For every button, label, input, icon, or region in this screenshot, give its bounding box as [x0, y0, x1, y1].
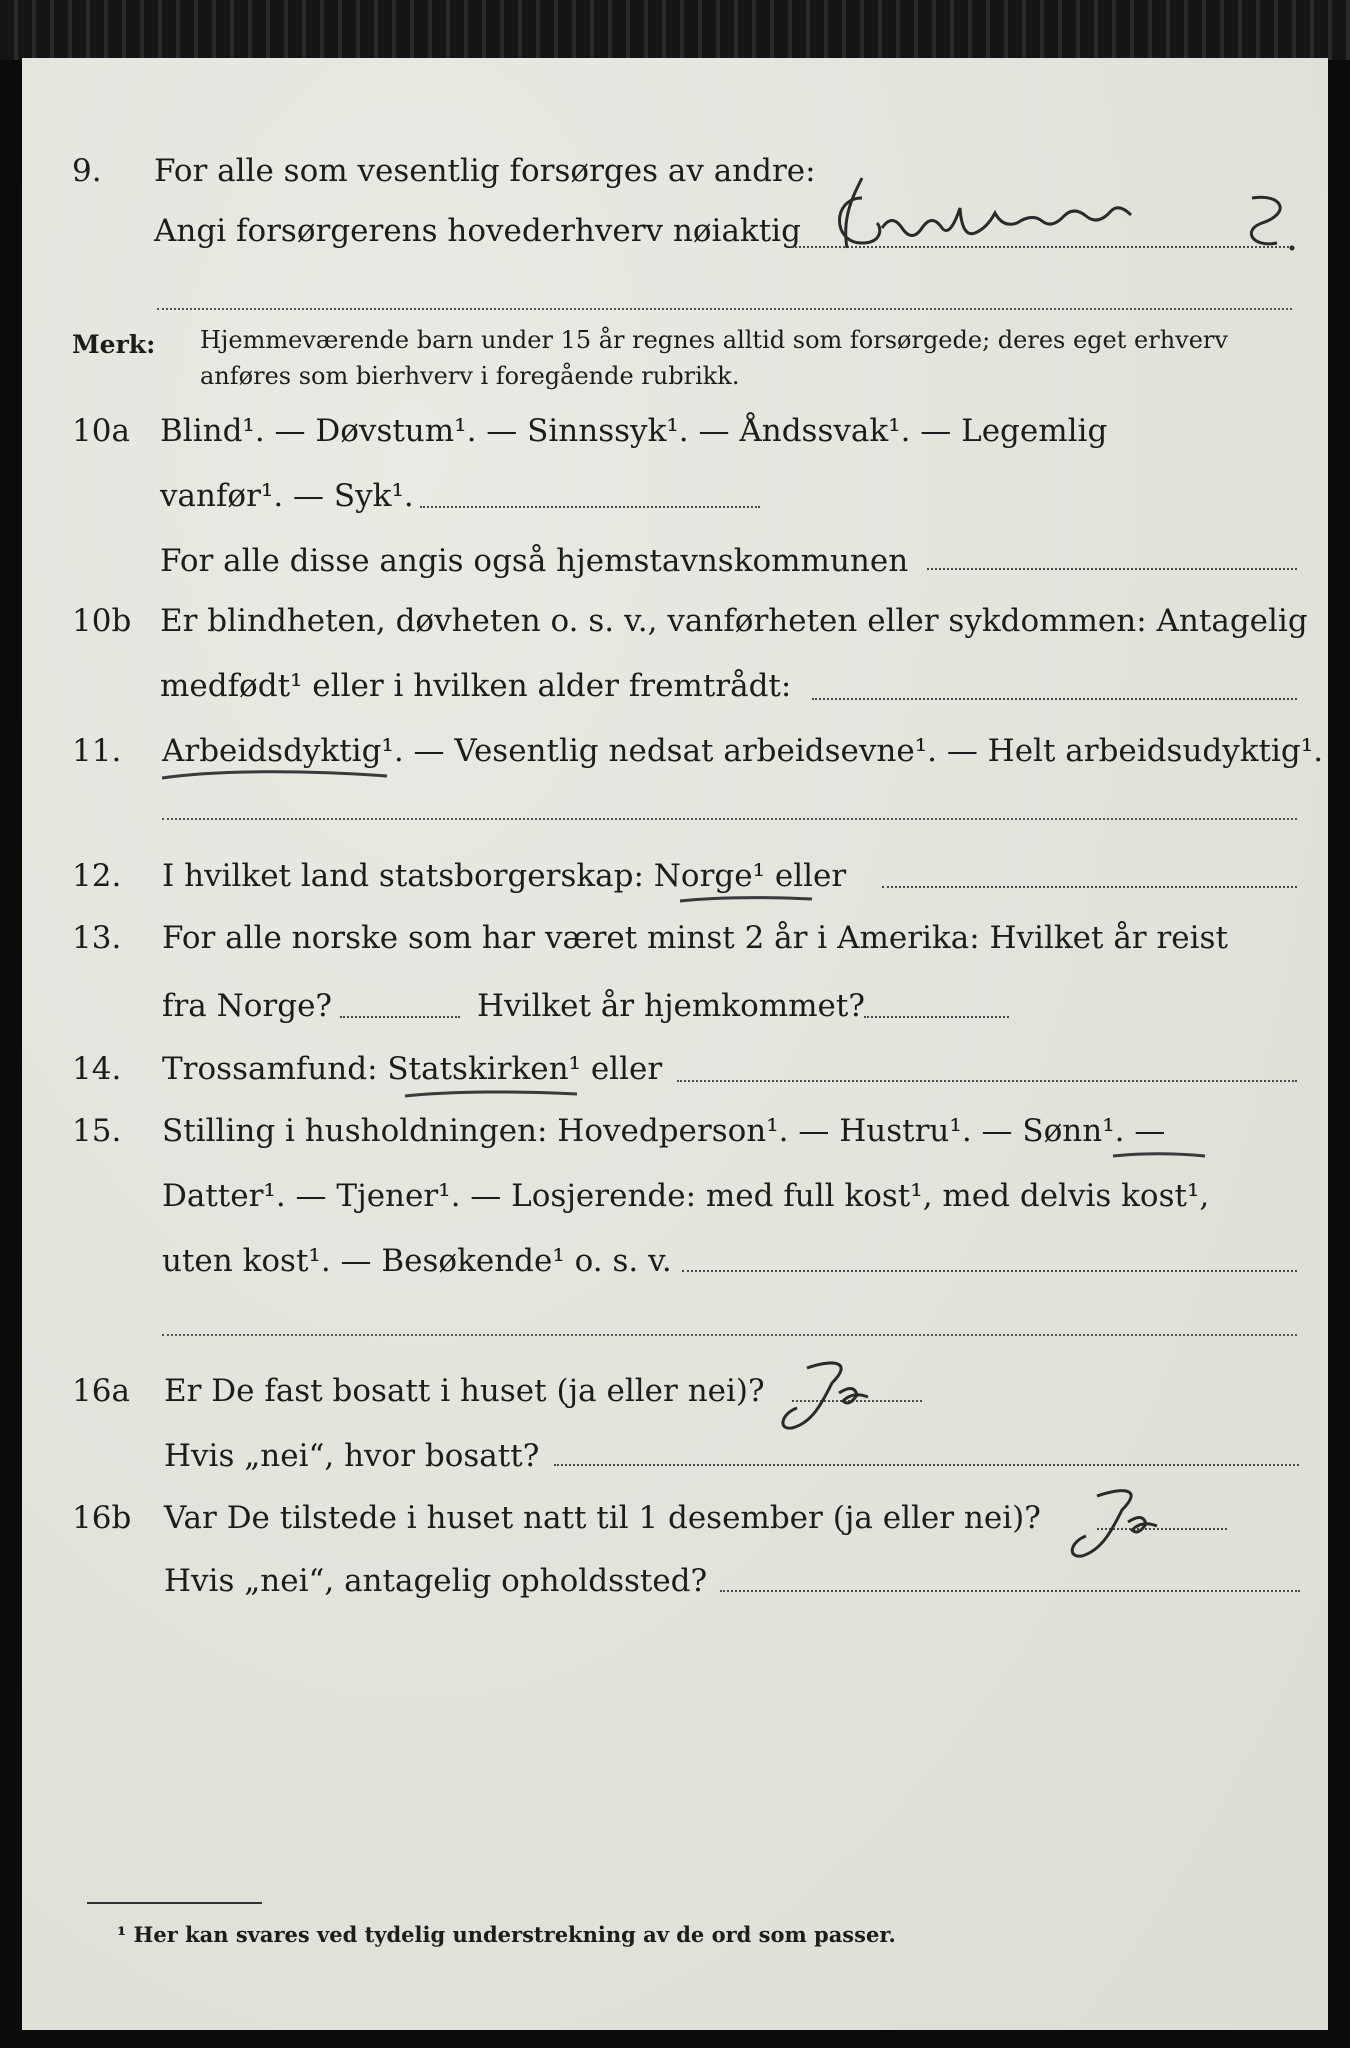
q11-number: 11. [72, 733, 122, 769]
q13-question-line2a: fra Norge? [162, 988, 333, 1024]
q15-question-line1: Stilling i husholdningen: Hovedperson¹. — Hustru¹. — Sønn¹. — [162, 1113, 1166, 1149]
q16b-opholdssted-line [720, 1590, 1300, 1592]
q16a-number: 16a [72, 1373, 130, 1409]
q15-question-line2: Datter¹. — Tjener¹. — Losjerende: med full kost¹, med delvis kost¹, [162, 1178, 1210, 1214]
q10a-question-line3: For alle disse angis også hjemstavnskommunen [160, 543, 909, 579]
q12-question-line1: I hvilket land statsborgerskap: Norge¹ eller [162, 858, 847, 894]
q14-answer-line [677, 1080, 1297, 1082]
q16b-question-line1: Var De tilstede i huset natt til 1 desember (ja eller nei)? [164, 1500, 1041, 1536]
q13-reist-line [340, 1016, 460, 1018]
q16a-handwritten-answer [777, 1348, 897, 1442]
q16b-number: 16b [72, 1500, 132, 1536]
q10a-question-line1: Blind¹. — Døvstum¹. — Sinnssyk¹. — Åndssvak¹. — Legemlig [160, 413, 1108, 449]
q15-underline-mark [1110, 1148, 1210, 1168]
merk-label: Merk: [72, 330, 156, 359]
footnote-rule [87, 1902, 262, 1904]
q16b-question-line2: Hvis „nei“, antagelig opholdssted? [164, 1563, 708, 1599]
q12-number: 12. [72, 858, 122, 894]
q10b-answer-line [812, 698, 1297, 700]
q11-extra-line [162, 818, 1297, 820]
q15-question-line3: uten kost¹. — Besøkende¹ o. s. v. [162, 1243, 672, 1279]
q9-number: 9. [72, 153, 102, 189]
merk-line2: anføres som bierhverv i foregående rubrikk. [200, 362, 740, 390]
q15-number: 15. [72, 1113, 122, 1149]
q10b-number: 10b [72, 603, 132, 639]
q16a-question-line2: Hvis „nei“, hvor bosatt? [164, 1438, 540, 1474]
q13-question-line1: For alle norske som har været minst 2 år i Amerika: Hvilket år reist [162, 920, 1228, 956]
q15-extra-line [162, 1334, 1297, 1336]
q10b-question-line1: Er blindheten, døvheten o. s. v., vanførheten eller sykdommen: Antagelig [160, 603, 1308, 639]
q10a-kommune-line [927, 568, 1297, 570]
q9-handwritten-answer [822, 168, 1302, 272]
q10a-number: 10a [72, 413, 130, 449]
q16b-handwritten-answer [1062, 1478, 1182, 1572]
q15-answer-line [682, 1270, 1297, 1272]
q16a-bosatt-line [554, 1464, 1299, 1466]
q14-number: 14. [72, 1051, 122, 1087]
q16a-question-line1: Er De fast bosatt i huset (ja eller nei)? [164, 1373, 765, 1409]
scan-top-edge [0, 0, 1350, 60]
q13-question-line2b: Hvilket år hjemkommet? [477, 988, 865, 1024]
q13-hjemkommet-line [864, 1016, 1009, 1018]
merk-line1: Hjemmeværende barn under 15 år regnes alltid som forsørgede; deres eget erhverv [200, 326, 1228, 354]
q9-question-line2: Angi forsørgerens hovederhverv nøiaktig [154, 213, 801, 249]
census-form-page [22, 58, 1328, 2030]
q9-question-line1: For alle som vesentlig forsørges av andre: [154, 153, 816, 189]
q10a-question-line2: vanfør¹. — Syk¹. [160, 478, 414, 514]
q10a-answer-line [420, 506, 760, 508]
q12-underline-mark [677, 893, 817, 913]
q12-answer-line [882, 886, 1297, 888]
q11-question-line1: Arbeidsdyktig¹. — Vesentlig nedsat arbeidsevne¹. — Helt arbeidsudyktig¹. [162, 733, 1324, 769]
q14-question-line1: Trossamfund: Statskirken¹ eller [162, 1051, 663, 1087]
q13-number: 13. [72, 920, 122, 956]
q11-underline-mark [157, 766, 397, 790]
q9-extra-line [157, 308, 1292, 310]
footnote: ¹ Her kan svares ved tydelig understrekning av de ord som passer. [117, 1922, 896, 1947]
q14-underline-mark [402, 1086, 582, 1106]
q10b-question-line2: medfødt¹ eller i hvilken alder fremtrådt: [160, 668, 792, 704]
